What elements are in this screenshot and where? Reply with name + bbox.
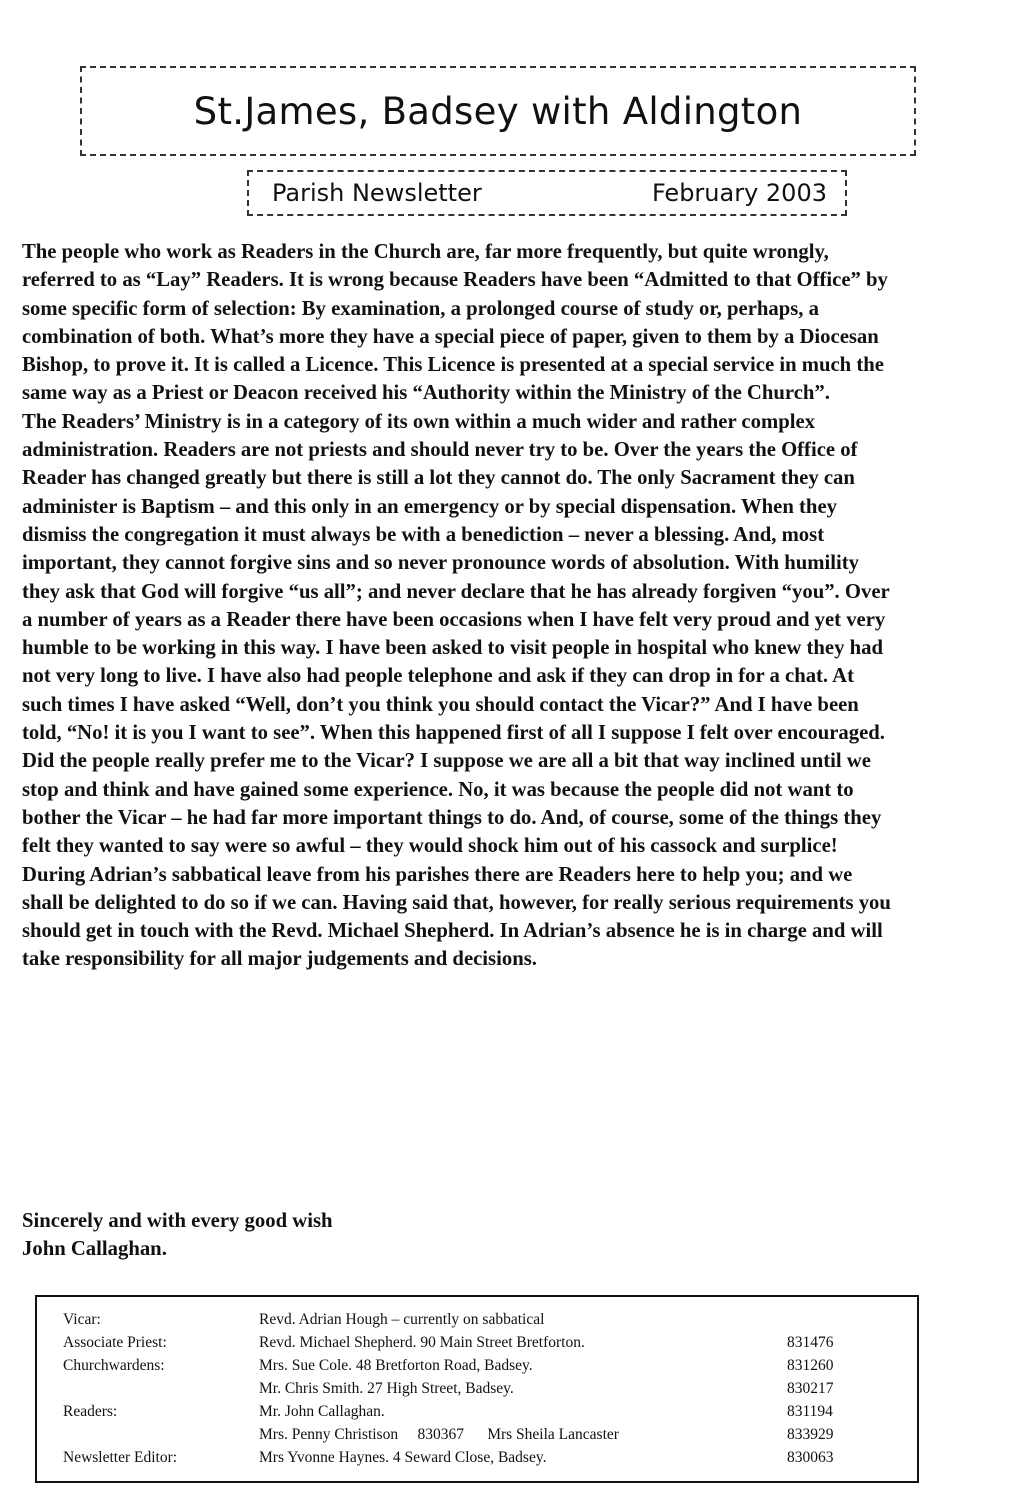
contact-details: Revd. Michael Shepherd. 90 Main Street Bretforton. (259, 1334, 585, 1351)
contact-role: Readers: (63, 1403, 118, 1420)
contact-phone: 831476 (787, 1334, 834, 1351)
signoff-author: John Callaghan. (22, 1238, 167, 1261)
contact-row (37, 1309, 917, 1330)
contact-row (37, 1332, 917, 1353)
article-paragraph: The Readers’ Ministry is in a category of its own within a much wider and rather complex administration. Readers are not priests and should never try to be. Over the years the Office of Reader has changed greatly but there is still a lot they cannot do. The only Sacrament they can administer is Baptism – and this only in an emergency or by special dispensation. When they dismiss the congregation it must always be with a benediction – never a blessing. And, most important, they cannot forgive sins and so never pronounce words of absolution. With humility they ask that God will forgive “us all”; and never declare that he has already forgiven “you”. Over a number of years as a Reader there have been occasions when I have felt very proud and yet very humble to be working in this way. I have been asked to visit people in hospital who knew they had not very long to live. I have also had people telephone and ask if they can drop in for a chat. At such times I have asked “Well, don’t you think you should contact the Vicar?” And I have been told, “No! it is you I want to see”. When this happened first of all I suppose I felt over encouraged. Did the people really prefer me to the Vicar? I suppose we are all a bit that way inclined until we stop and think and have gained some experience. No, it was because the people did not want to bother the Vicar – he had far more important things to do. And, of course, some of the things they felt they wanted to say were so awful – they would shock him out of his cassock and surplice! (22, 410, 890, 858)
signoff (22, 1207, 622, 1264)
article-body (22, 238, 894, 974)
contact-row (37, 1378, 917, 1399)
contact-role: Newsletter Editor: (63, 1449, 178, 1466)
contact-details: Mrs Yvonne Haynes. 4 Seward Close, Badsey. (259, 1449, 547, 1466)
contact-details: Revd. Adrian Hough – currently on sabbatical (259, 1311, 545, 1328)
contact-row (37, 1401, 917, 1422)
contact-phone: 830217 (787, 1380, 834, 1397)
contact-details: Mrs. Sue Cole. 48 Bretforton Road, Badsey. (259, 1357, 533, 1374)
contact-row (37, 1447, 917, 1468)
article-paragraph: During Adrian’s sabbatical leave from his parishes there are Readers here to help you; and we shall be delighted to do so if we can. Having said that, however, for really serious requirements you should get in touch with the Revd. Michael Shepherd. In Adrian’s absence he is in charge and will take responsibility for all major judgements and decisions. (22, 863, 891, 971)
contact-phone: 830063 (787, 1449, 834, 1466)
signoff-greeting: Sincerely and with every good wish (22, 1210, 333, 1232)
contact-row (37, 1424, 917, 1445)
contacts-table (35, 1295, 919, 1483)
contact-row (37, 1355, 917, 1376)
contact-details: Mr. Chris Smith. 27 High Street, Badsey. (259, 1380, 514, 1397)
newsletter-label: Parish Newsletter (272, 179, 482, 207)
contact-phone: 831260 (787, 1357, 834, 1374)
contact-role: Vicar: (63, 1311, 101, 1328)
masthead-box (80, 66, 916, 156)
newsletter-banner (247, 170, 847, 216)
contact-role: Churchwardens: (63, 1357, 165, 1374)
contact-details: Mr. John Callaghan. (259, 1403, 385, 1420)
contact-role: Associate Priest: (63, 1334, 167, 1351)
contact-phone: 831194 (787, 1403, 833, 1420)
issue-date: February 2003 (651, 179, 827, 207)
page-title: St.James, Badsey with Aldington (193, 89, 803, 133)
contact-phone: 833929 (787, 1426, 834, 1443)
article-paragraph: The people who work as Readers in the Church are, far more frequently, but quite wrongly, referred to as “Lay” Readers. It is wrong because Readers have been “Admitted to that Office” by some specific form of selection: By examination, a prolonged course of study or, perhaps, a combination of both. What’s more they have a special piece of paper, given to them by a Diocesan Bishop, to prove it. It is called a Licence. This Licence is presented at a special service in much the same way as a Priest or Deacon received his “Authority within the Ministry of the Church”. (22, 241, 888, 405)
contact-details: Mrs. Penny Christison 830367 Mrs Sheila Lancaster (259, 1426, 619, 1443)
